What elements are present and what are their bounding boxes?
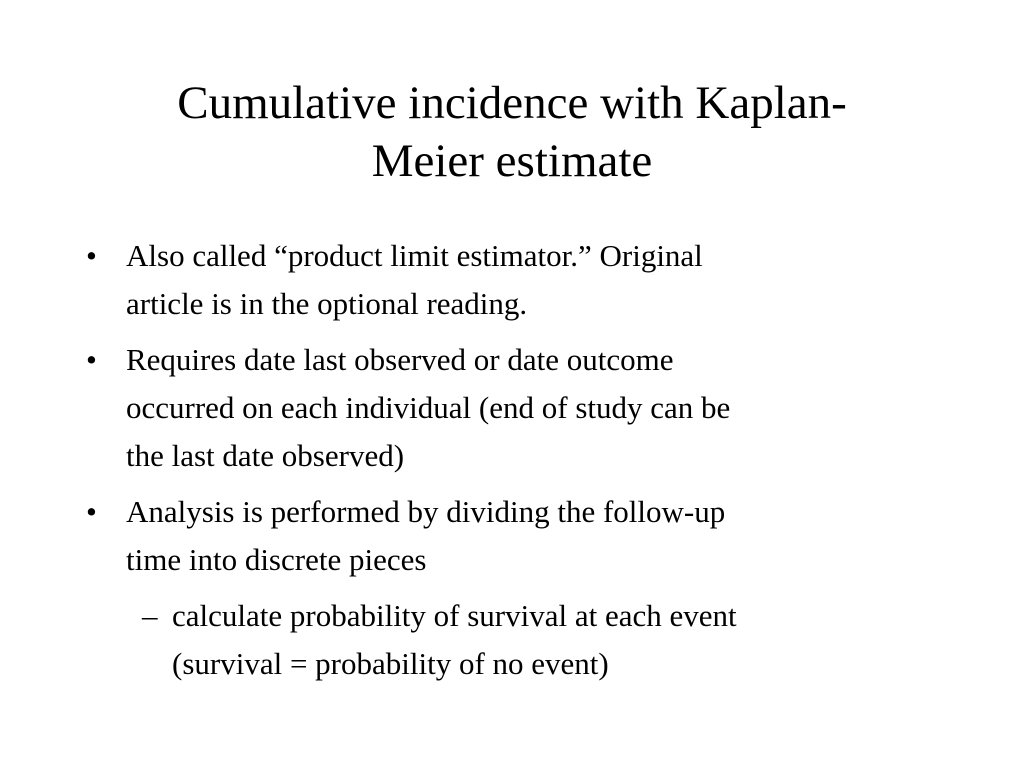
bullet-line: occurred on each individual (end of study can be [126, 390, 731, 425]
bullet-line: Also called “product limit estimator.” Original [126, 238, 703, 273]
bullet-marker: • [86, 238, 97, 273]
subbullet-line: calculate probability of survival at each event [172, 598, 737, 633]
title-line-2: Meier estimate [371, 135, 653, 187]
bullet-text [126, 336, 946, 480]
bullet-marker: • [86, 342, 97, 377]
bullet-marker: • [86, 494, 97, 529]
subbullet-text [172, 592, 952, 688]
subbullet-marker: – [142, 598, 158, 633]
bullet-line: the last date observed) [126, 438, 405, 473]
bullet-text [126, 488, 946, 584]
bullet-line: time into discrete pieces [126, 542, 427, 577]
bullet-line: article is in the optional reading. [126, 286, 528, 321]
bullet-text [126, 232, 946, 328]
bullet-line: Requires date last observed or date outcome [126, 342, 674, 377]
title-line-1: Cumulative incidence with Kaplan- [177, 77, 847, 129]
subbullet-line: (survival = probability of no event) [172, 646, 609, 681]
bullet-line: Analysis is performed by dividing the follow-up [126, 494, 726, 529]
